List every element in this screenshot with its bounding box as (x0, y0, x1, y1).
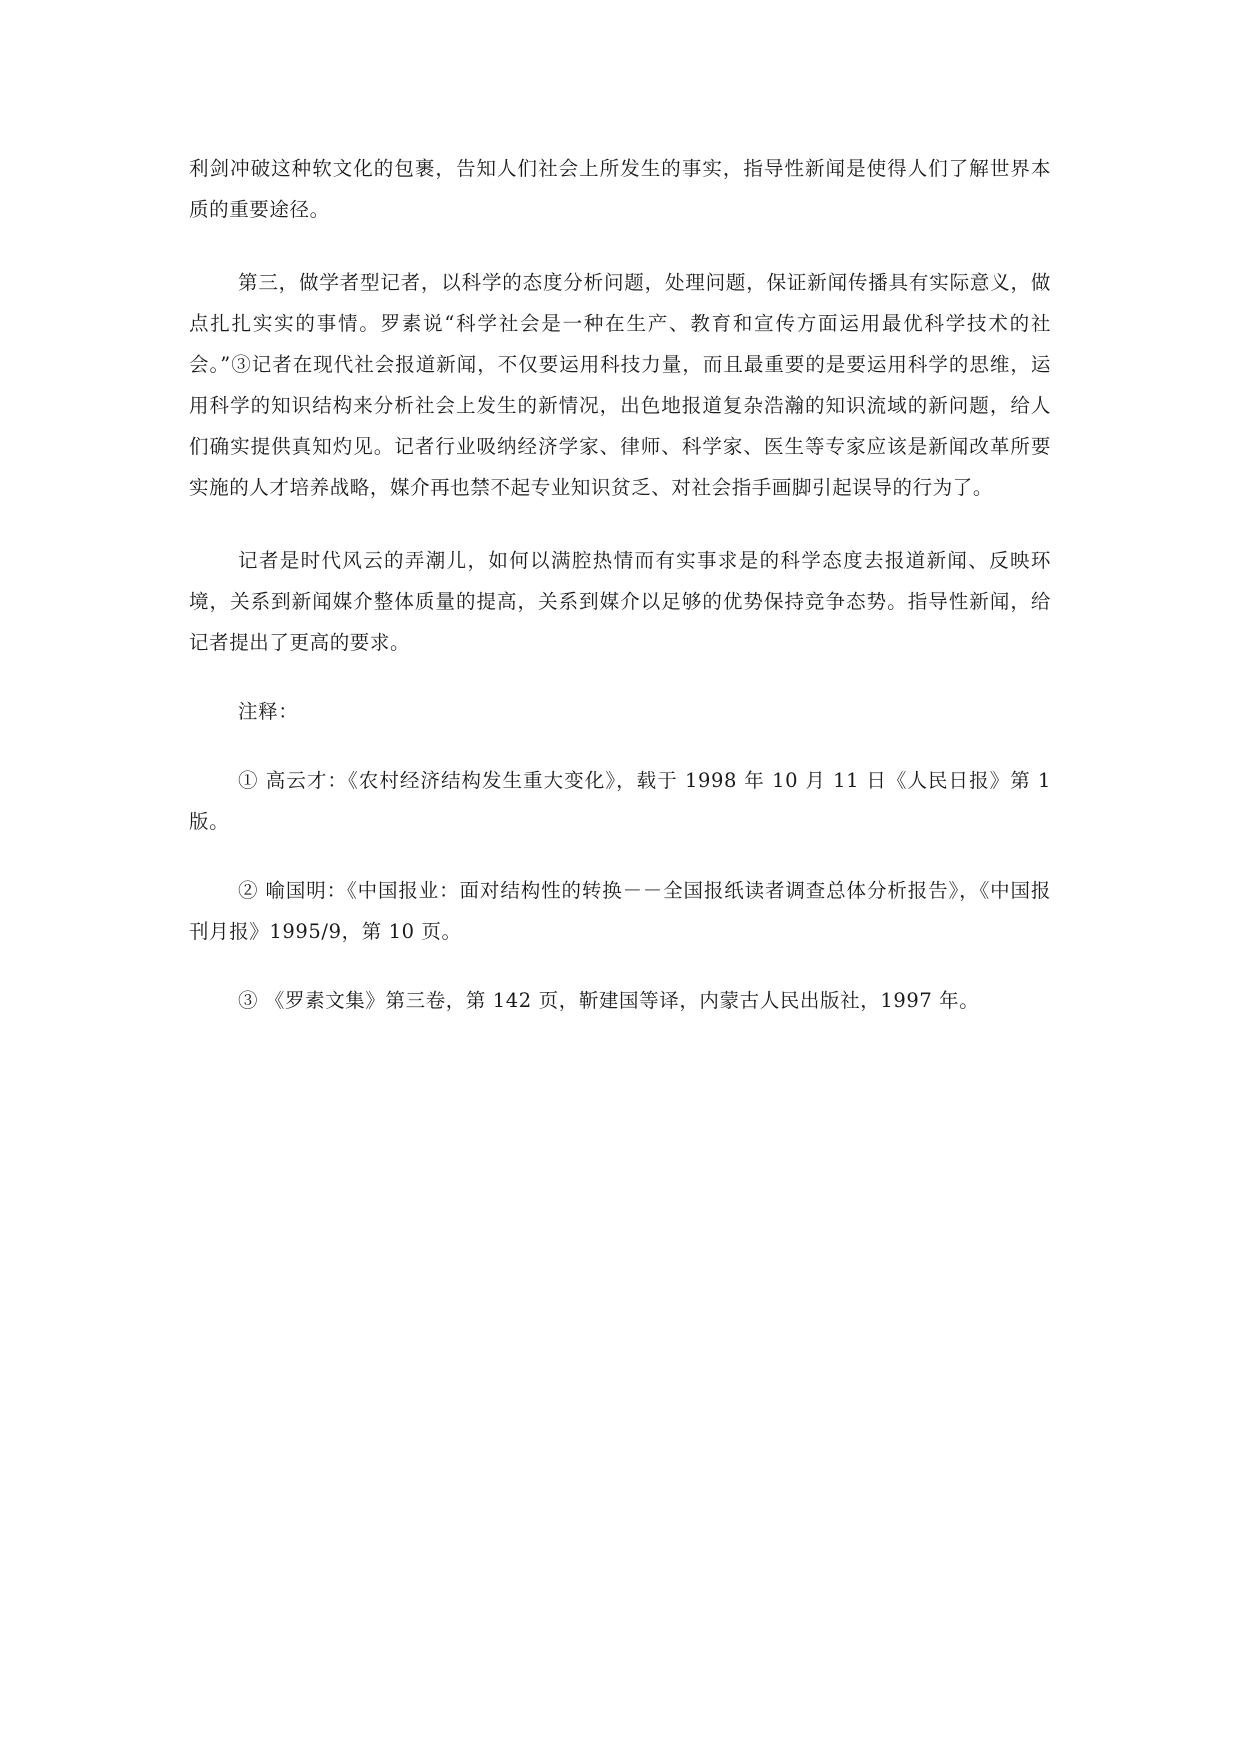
footnote-3: ③ 《罗素文集》第三卷，第 142 页，靳建国等译，内蒙古人民出版社，1997 年。 (238, 989, 980, 1012)
document-page (189, 148, 1051, 1021)
body-paragraph-scholar-journalist: 第三，做学者型记者，以科学的态度分析问题，处理问题，保证新闻传播具有实际意义，做点扎扎实实的事情。罗素说“科学社会是一种在生产、教育和宣传方面运用最优科学技术的社会。”③记者在现代社会报道新闻，不仅要运用科技力量，而且最重要的是要运用科学的思维，运用科学的知识结构来分析社会上发生的新情况，出色地报道复杂浩瀚的知识流域的新问题，给人们确实提供真知灼见。记者行业吸纳经济学家、律师、科学家、医生等专家应该是新闻改革所要实施的人才培养战略，媒介再也禁不起专业知识贫乏、对社会指手画脚引起误导的行为了。 (189, 271, 1051, 499)
notes-heading: 注释： (238, 700, 299, 723)
footnote-2: ② 喻国明：《中国报业：面对结构性的转换－－全国报纸读者调查总体分析报告》，《中国报刊月报》1995/9，第 10 页。 (189, 879, 1051, 943)
footnote-1: ① 高云才：《农村经济结构发生重大变化》，载于 1998 年 10 月 11 日《人民日报》第 1 版。 (189, 769, 1051, 833)
body-paragraph-conclusion: 记者是时代风云的弄潮儿，如何以满腔热情而有实事求是的科学态度去报道新闻、反映环境，关系到新闻媒介整体质量的提高，关系到媒介以足够的优势保持竞争态势。指导性新闻，给记者提出了更高的要求。 (189, 549, 1051, 654)
body-paragraph-continued: 利剑冲破这种软文化的包裹，告知人们社会上所发生的事实，指导性新闻是使得人们了解世界本质的重要途径。 (189, 157, 1051, 221)
